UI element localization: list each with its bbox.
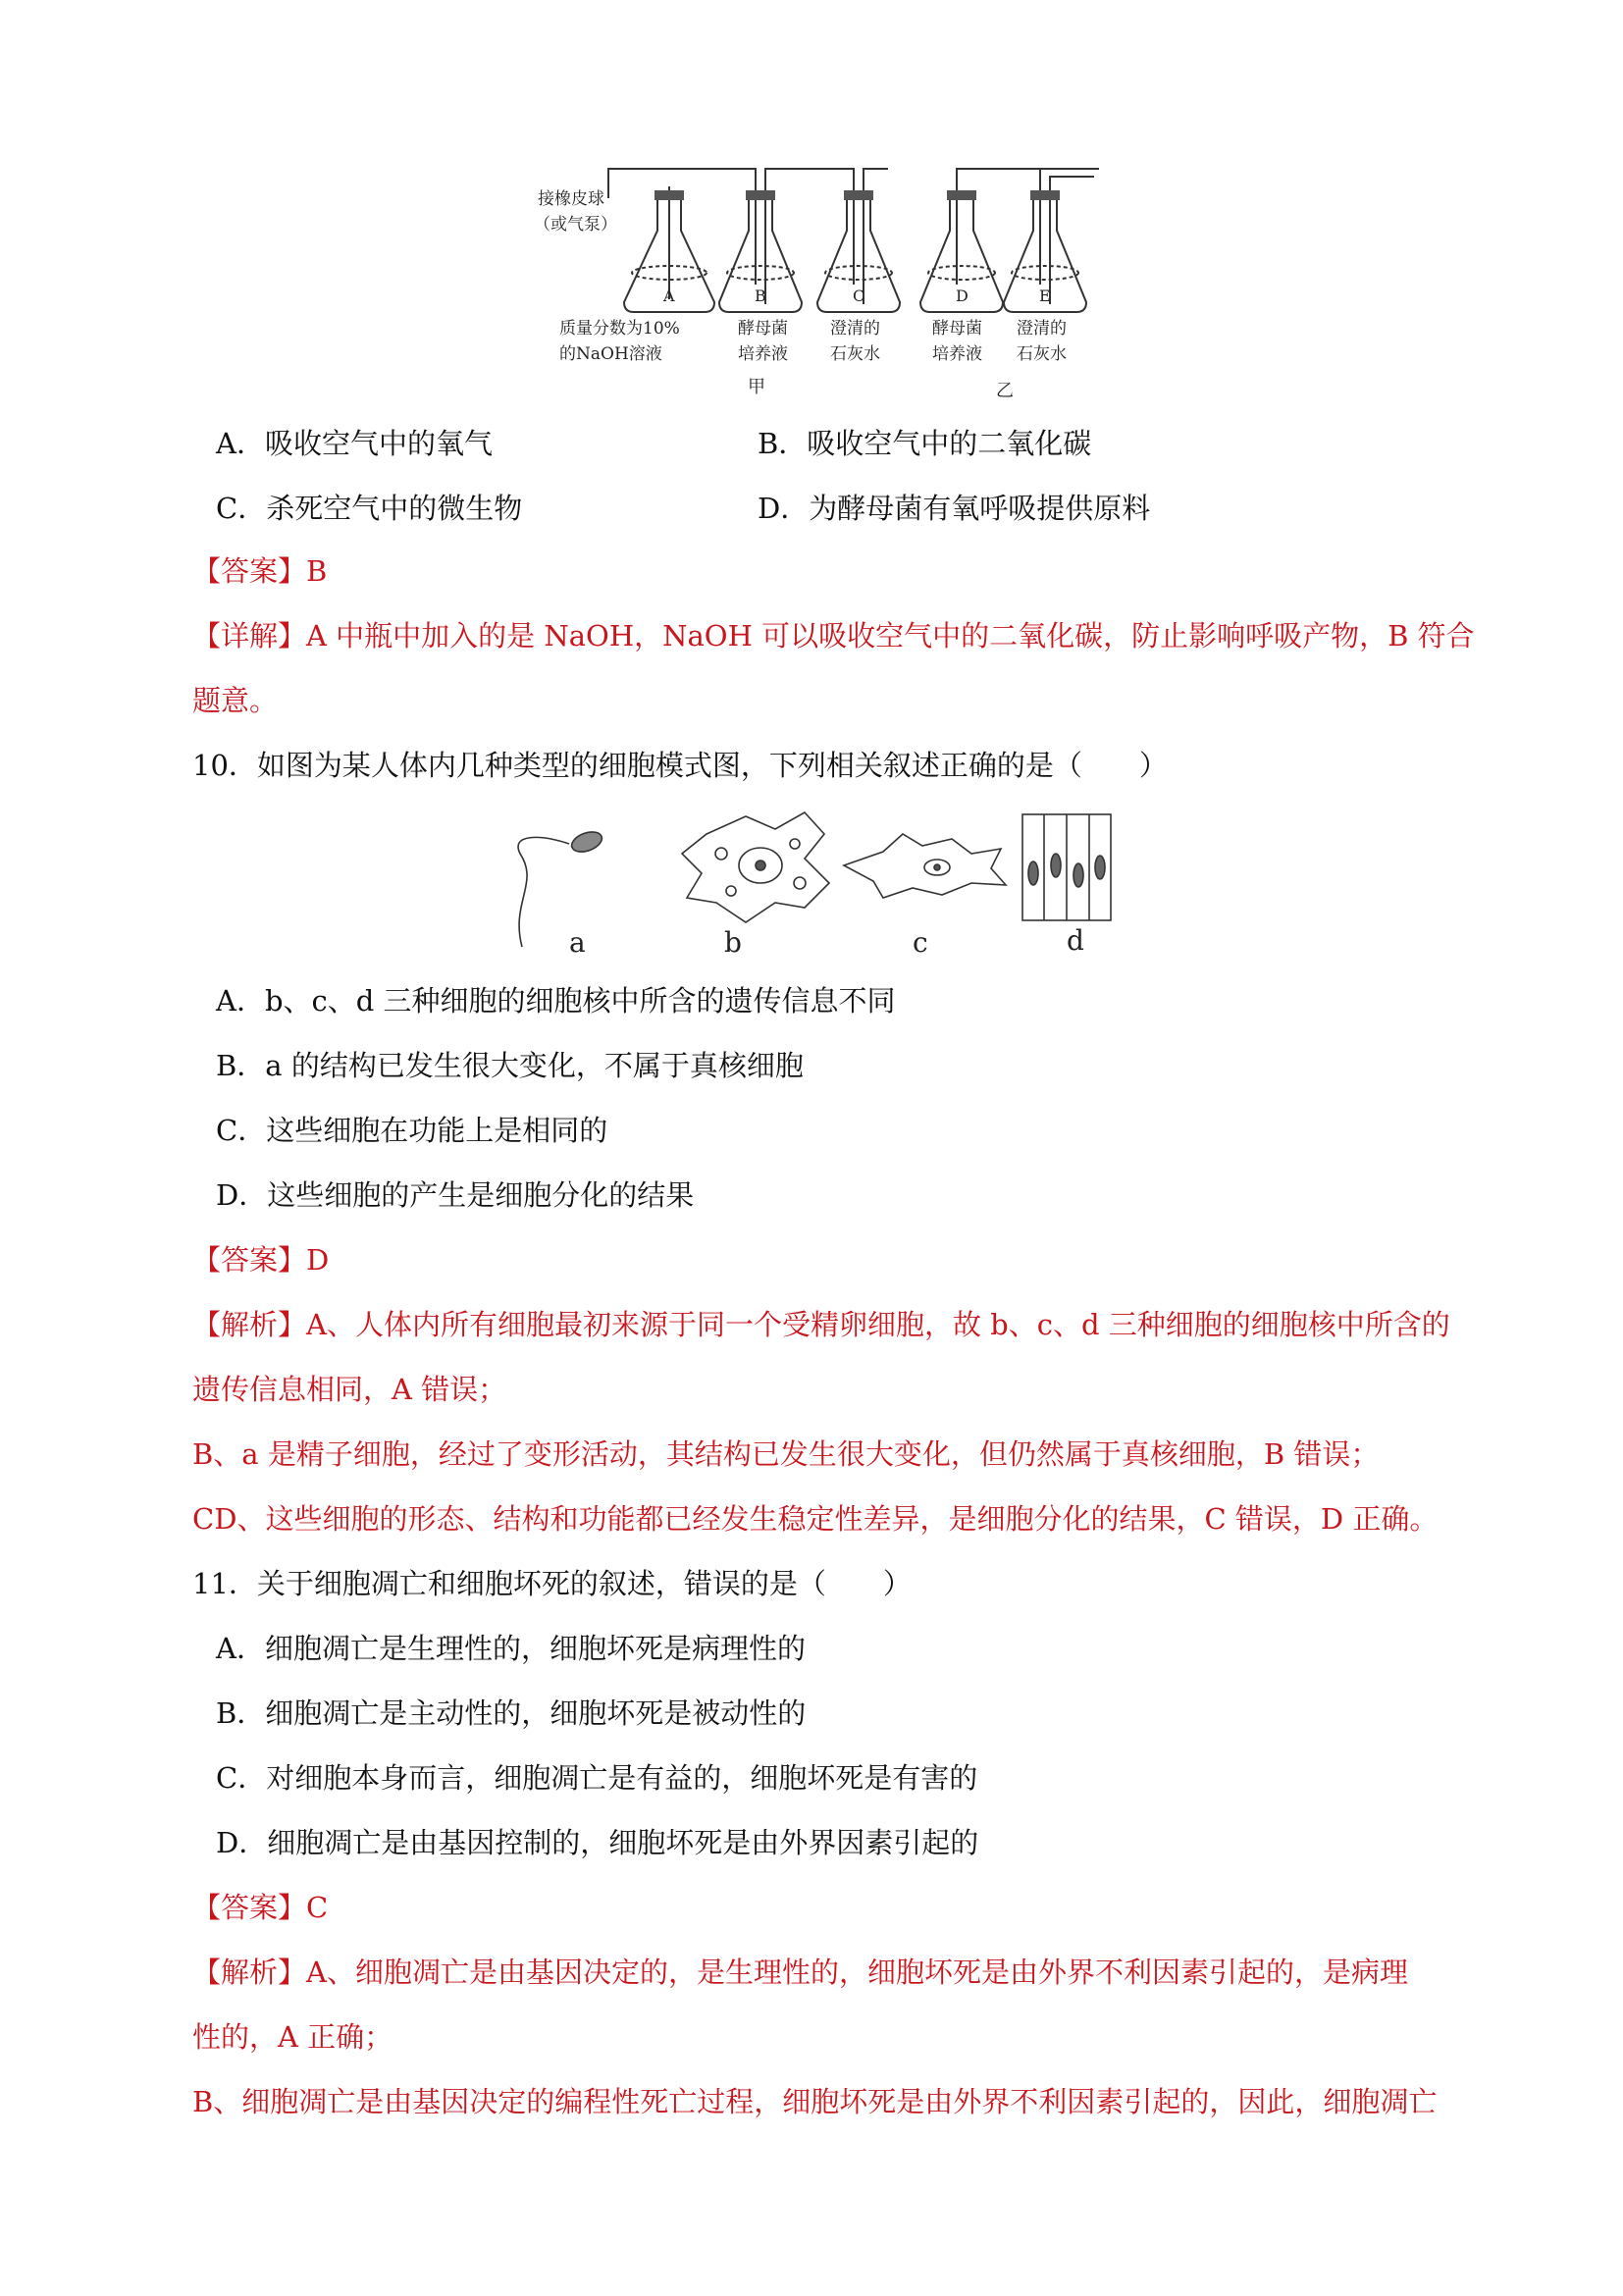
flask-a-desc: 质量分数为10% (559, 319, 680, 339)
flask-d-desc-2: 培养液 (932, 344, 982, 364)
answer-tag: 【答案】 (192, 1891, 307, 1924)
q10-option-d: D．这些细胞的产生是细胞分化的结果 (216, 1178, 695, 1212)
q10-stem: 10．如图为某人体内几种类型的细胞模式图，下列相关叙述正确的是（ ） (192, 749, 1168, 782)
flask-b-label: B (755, 287, 766, 305)
q10-analysis (192, 1305, 1450, 1344)
q11-option-b: B．细胞凋亡是主动性的，细胞坏死是被动性的 (216, 1696, 807, 1730)
flask-c-desc: 澄清的 (830, 319, 880, 339)
q11-stem: 11．关于细胞凋亡和细胞坏死的叙述，错误的是（ ） (192, 1567, 912, 1600)
q11-option-d: D．细胞凋亡是由基因控制的，细胞坏死是由外界因素引起的 (216, 1826, 979, 1859)
answer-value: D (306, 1243, 330, 1277)
q9-option-c: C．杀死空气中的微生物 (216, 492, 523, 525)
detail-tag: 【详解】 (192, 619, 307, 652)
flask-b-desc-2: 培养液 (738, 344, 788, 364)
set-1-label: 甲 (748, 377, 765, 397)
flask-c-label: C (853, 287, 865, 305)
answer-tag: 【答案】 (192, 554, 307, 588)
analysis-tag: 【解析】 (192, 1308, 307, 1341)
flask-a-desc-2: 的NaOH溶液 (559, 344, 662, 364)
pump-label-sub: （或气泵） (534, 215, 617, 235)
cell-label-a: a (569, 926, 586, 957)
flask-e-label: E (1039, 287, 1051, 305)
q11-analysis-3: B、细胞凋亡是由基因决定的编程性死亡过程，细胞坏死是由外界不利因素引起的，因此，细胞凋亡 (192, 2085, 1438, 2118)
flask-a-label: A (663, 287, 675, 305)
answer-value: B (306, 554, 328, 588)
flask-d-label: D (956, 287, 969, 305)
answer-tag: 【答案】 (192, 1243, 307, 1277)
analysis-text: A、人体内所有细胞最初来源于同一个受精卵细胞，故 b、c、d 三种细胞的细胞核中所含的 (306, 1308, 1450, 1341)
q11-answer (192, 1888, 1446, 1927)
q10-option-a: A．b、c、d 三种细胞的细胞核中所含的遗传信息不同 (216, 984, 896, 1018)
analysis-text: A、细胞凋亡是由基因决定的，是生理性的，细胞坏死是由外界不利因素引起的，是病理 (306, 1956, 1408, 1989)
cell-label-b: b (724, 926, 742, 957)
q10-analysis-4: CD、这些细胞的形态、结构和功能都已经发生稳定性差异，是细胞分化的结果，C 错误，D 正确。 (192, 1502, 1439, 1536)
set-2-label: 乙 (996, 381, 1014, 401)
flask-b-desc: 酵母菌 (738, 319, 788, 339)
detail-text: A 中瓶中加入的是 NaOH，NaOH 可以吸收空气中的二氧化碳，防止影响呼吸产物，B 符合 (306, 619, 1475, 652)
q10-analysis-3: B、a 是精子细胞，经过了变形活动，其结构已发生很大变化，但仍然属于真核细胞，B 错误； (192, 1437, 1380, 1471)
q11-option-c: C．对细胞本身而言，细胞凋亡是有益的，细胞坏死是有害的 (216, 1761, 978, 1795)
apparatus-figure (520, 157, 1109, 412)
q10-analysis-2: 遗传信息相同，A 错误； (192, 1373, 507, 1406)
q10-option-b: B．a 的结构已发生很大变化，不属于真核细胞 (216, 1049, 804, 1082)
cell-label-d: d (1067, 924, 1084, 957)
flask-c-desc-2: 石灰水 (830, 344, 880, 364)
cell-figure (510, 805, 1119, 957)
flask-e-desc: 澄清的 (1017, 319, 1067, 339)
q9-option-d: D．为酵母菌有氧呼吸提供原料 (758, 492, 1151, 525)
q9-detail (192, 616, 1475, 655)
q9-answer (192, 551, 1446, 591)
q9-option-b: B．吸收空气中的二氧化碳 (758, 427, 1092, 460)
analysis-tag: 【解析】 (192, 1956, 307, 1989)
cell-label-c: c (913, 926, 928, 957)
q11-analysis (192, 1953, 1446, 1992)
q11-analysis-2: 性的，A 正确； (192, 2020, 393, 2054)
answer-value: C (306, 1891, 329, 1924)
q9-detail-cont: 题意。 (192, 684, 279, 717)
pump-label: 接橡皮球 (538, 189, 604, 209)
flask-e-desc-2: 石灰水 (1017, 344, 1067, 364)
q10-answer (192, 1240, 1446, 1279)
q10-option-c: C．这些细胞在功能上是相同的 (216, 1114, 608, 1147)
q9-option-a: A．吸收空气中的氧气 (216, 427, 493, 460)
flask-d-desc: 酵母菌 (932, 319, 982, 339)
q11-option-a: A．细胞凋亡是生理性的，细胞坏死是病理性的 (216, 1632, 806, 1665)
